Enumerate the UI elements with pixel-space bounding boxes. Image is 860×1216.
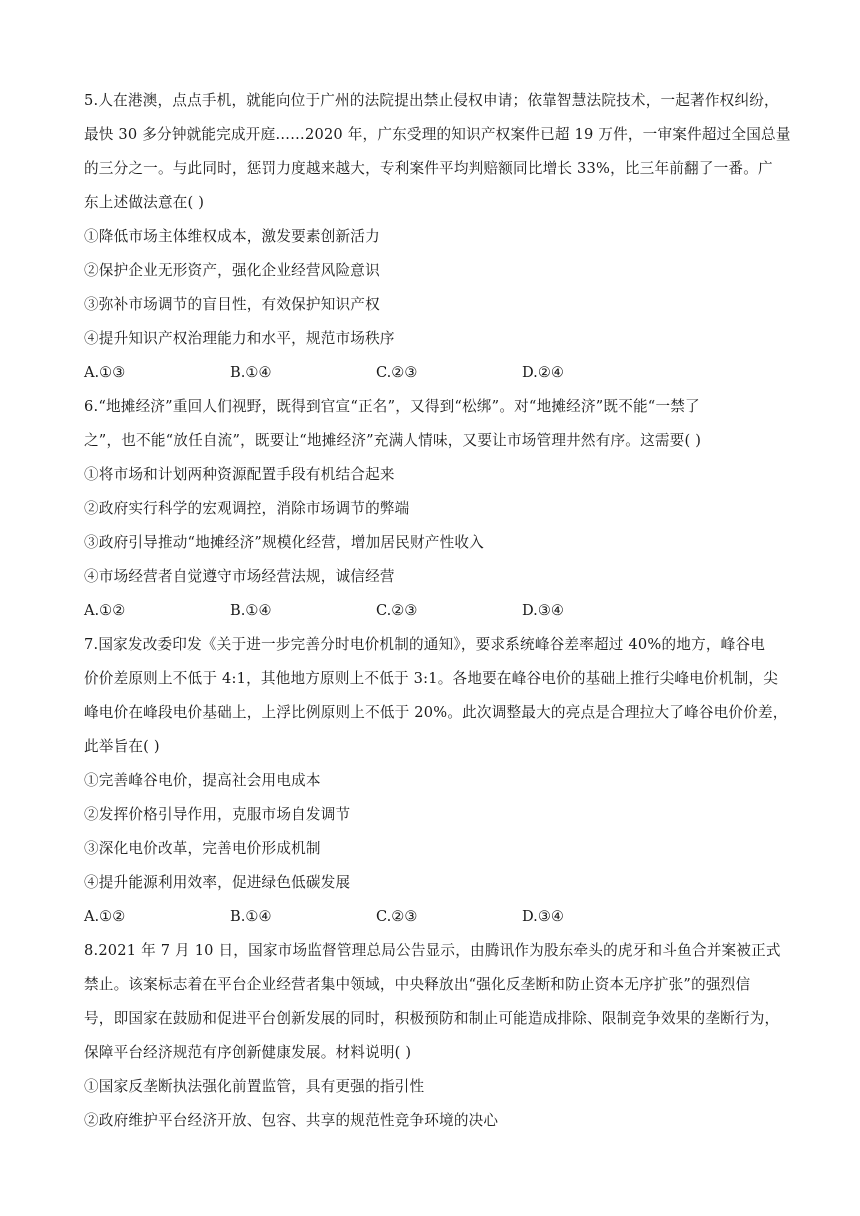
statement-item: ②政府维护平台经济开放、包容、共享的规范性竞争环境的决心 [84, 1112, 499, 1129]
option-c: C.②③ [376, 908, 418, 925]
statement-item: ②保护企业无形资产，强化企业经营风险意识 [84, 262, 380, 279]
question-5 [84, 84, 791, 390]
question-stem-line: 7.国家发改委印发《关于进一步完善分时电价机制的通知》，要求系统峰谷差率超过 40%的地方，峰谷电 [84, 636, 766, 653]
question-stem-line: 的三分之一。与此同时，惩罚力度越来越大，专利案件平均判赔额同比增长 33%，比三年前翻了一番。广 [84, 160, 773, 177]
statement-item: ①完善峰谷电价，提高社会用电成本 [84, 772, 321, 789]
question-stem-line: 峰电价在峰段电价基础上，上浮比例原则上不低于 20%。此次调整最大的亮点是合理拉大了峰谷电价价差， [84, 704, 788, 721]
option-a: A.①② [84, 602, 126, 619]
statement-item: ③深化电价改革，完善电价形成机制 [84, 840, 321, 857]
statement-item: ③弥补市场调节的盲目性，有效保护知识产权 [84, 296, 380, 313]
answer-options [84, 356, 780, 390]
option-c: C.②③ [376, 364, 418, 381]
option-d: D.③④ [522, 602, 564, 619]
question-stem-line: 号，即国家在鼓励和促进平台创新发展的同时，积极预防和制止可能造成排除、限制竞争效果的垄断行为， [84, 1010, 780, 1027]
statement-item: ③政府引导推动“地摊经济”规模化经营，增加居民财产性收入 [84, 534, 484, 551]
statement-item: ④市场经营者自觉遵守市场经营法规，诚信经营 [84, 568, 395, 585]
answer-options [84, 900, 780, 934]
question-stem-line: 最快 30 多分钟就能完成开庭……2020 年，广东受理的知识产权案件已超 19 万件，一审案件超过全国总量 [84, 126, 791, 143]
option-a: A.①② [84, 908, 126, 925]
option-b: B.①④ [230, 908, 272, 925]
question-8 [84, 934, 780, 1138]
question-list [84, 84, 791, 1138]
question-7 [84, 628, 788, 934]
question-6 [84, 390, 780, 628]
statement-item: ①国家反垄断执法强化前置监管，具有更强的指引性 [84, 1078, 425, 1095]
statement-item: ①将市场和计划两种资源配置手段有机结合起来 [84, 466, 395, 483]
question-stem-line: 保障平台经济规范有序创新健康发展。材料说明( ) [84, 1044, 412, 1061]
option-b: B.①④ [230, 364, 272, 381]
option-c: C.②③ [376, 602, 418, 619]
option-d: D.③④ [522, 908, 564, 925]
statement-item: ①降低市场主体维权成本，激发要素创新活力 [84, 228, 380, 245]
question-stem-line: 价价差原则上不低于 4:1，其他地方原则上不低于 3:1。各地要在峰谷电价的基础上推行尖峰电价机制，尖 [84, 670, 778, 687]
statement-item: ②发挥价格引导作用，克服市场自发调节 [84, 806, 351, 823]
question-stem-line: 东上述做法意在( ) [84, 194, 205, 211]
option-d: D.②④ [522, 364, 564, 381]
question-stem-line: 之”，也不能“放任自流”，既要让“地摊经济”充满人情味，又要让市场管理井然有序。这需要( ) [84, 432, 702, 449]
question-stem-line: 6.“地摊经济”重回人们视野，既得到官宣“正名”，又得到“松绑”。对“地摊经济”既不能“一禁了 [84, 398, 700, 415]
statement-item: ④提升知识产权治理能力和水平，规范市场秩序 [84, 330, 395, 347]
question-stem-line: 禁止。该案标志着在平台企业经营者集中领域，中央释放出“强化反垄断和防止资本无序扩张”的强烈信 [84, 976, 751, 993]
question-stem-line: 5.人在港澳，点点手机，就能向位于广州的法院提出禁止侵权申请；依靠智慧法院技术，一起著作权纠纷， [84, 92, 779, 109]
statement-item: ④提升能源利用效率，促进绿色低碳发展 [84, 874, 351, 891]
option-a: A.①③ [84, 364, 126, 381]
answer-options [84, 594, 780, 628]
question-stem-line: 8.2021 年 7 月 10 日，国家市场监督管理总局公告显示，由腾讯作为股东牵头的虎牙和斗鱼合并案被正式 [84, 942, 781, 959]
statement-item: ②政府实行科学的宏观调控，消除市场调节的弊端 [84, 500, 410, 517]
question-stem-line: 此举旨在( ) [84, 738, 160, 755]
option-b: B.①④ [230, 602, 272, 619]
